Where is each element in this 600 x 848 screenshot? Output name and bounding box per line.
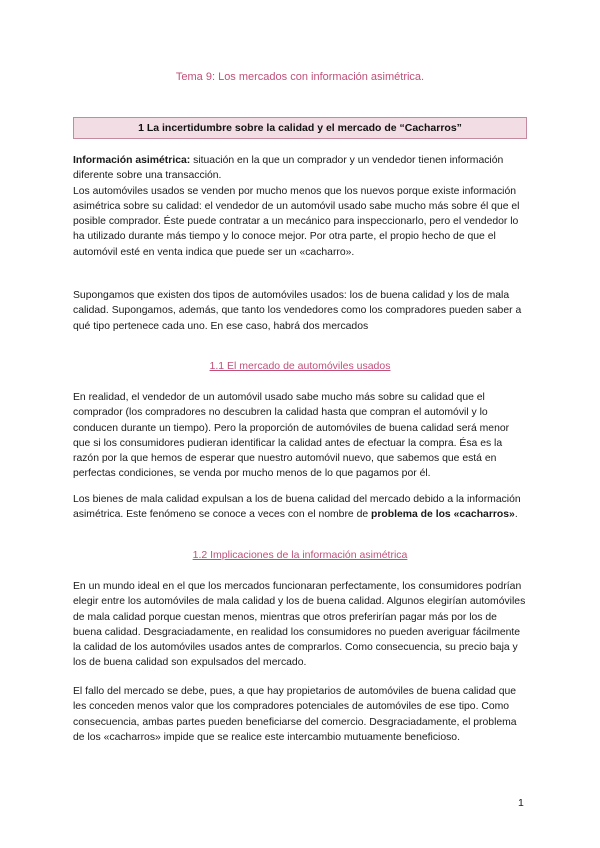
- lemons-end: .: [514, 509, 518, 521]
- lemons-term: problema de los «cacharros»: [371, 509, 515, 521]
- section-heading: 1 La incertidumbre sobre la calidad y el mercado de “Cacharros”: [73, 117, 527, 139]
- page-number: 1: [518, 797, 524, 809]
- paragraph-body: Los automóviles usados se venden por mucho menos que los nuevos porque existe información asimétrica sobre su calidad: el vendedor de un automóvil usado sabe mucho más sobre él que el posible comprador. Éste puede contratar a un mecánico para inspeccionarlo, pero el vendedor lo ha utilizado durante más tiempo y lo conoce mejor. Por otra parte, el propio hecho de que el automóvil esté en venta indica que puede ser un «cacharro».: [73, 185, 520, 258]
- paragraph-ideal-world: En un mundo ideal en el que los mercados funcionaran perfectamente, los consumidores podrían elegir entre los automóviles de mala calidad y los de buena calidad. Algunos elegirían automóviles de mala calidad porque cuestan menos, mientras que otros preferirían pagar más por los de buena calidad. Desgraciadamente, en realidad los consumidores no pueden averiguar fácilmente la calidad de los automóviles usados antes de comprarlos. Como consecuencia, su precio baja y los de buena calidad son expulsados del mercado.: [73, 581, 526, 669]
- paragraph-market-failure: El fallo del mercado se debe, pues, a que hay propietarios de automóviles de buena calidad que les conceden menos valor que los compradores potenciales de automóviles de ese tipo. Como consecuencia, ambas partes pueden beneficiarse del comercio. Desgraciadamente, el problema de los «cacharros» impide que se realice este intercambio mutuamente beneficioso.: [73, 686, 517, 743]
- subsection-heading-1-1: 1.1 El mercado de automóviles usados: [209, 360, 391, 372]
- paragraph-definition: [73, 153, 528, 260]
- paragraph-used-cars: En realidad, el vendedor de un automóvil usado sabe mucho más sobre su calidad que el comprador (los compradores no descubren la calidad hasta que compran el automóvil y lo conducen durante un tiempo). Pero la proporción de automóviles de buena calidad será menor que si los consumidores pudieran identificar la calidad antes de efectuar la compra. Ésa es la razón por la que hemos de esperar que nuestro automóvil nuevo, que sabemos que está en perfectas condiciones, se venda por mucho menos de lo que pagamos por él.: [73, 392, 510, 480]
- term-label: Información asimétrica:: [73, 155, 191, 166]
- page-title: Tema 9: Los mercados con información asimétrica.: [175, 71, 425, 83]
- subsection-heading-1-2: 1.2 Implicaciones de la información asimétrica: [192, 549, 408, 561]
- lemons-text: Los bienes de mala calidad expulsan a los de buena calidad del mercado debido a la información asimétrica. Este fenómeno se conoce a veces con el nombre de: [73, 494, 521, 521]
- paragraph-two-types: Supongamos que existen dos tipos de automóviles usados: los de buena calidad y los de mala calidad. Supongamos, además, que tanto los vendedores como los compradores pueden saber a qué tipo pertenece cada uno. En ese caso, habrá dos mercados: [73, 290, 522, 332]
- paragraph-lemons: [73, 492, 528, 523]
- term-definition: situación en la que un comprador y un vendedor tienen información diferente sobre una transacción.: [73, 155, 504, 182]
